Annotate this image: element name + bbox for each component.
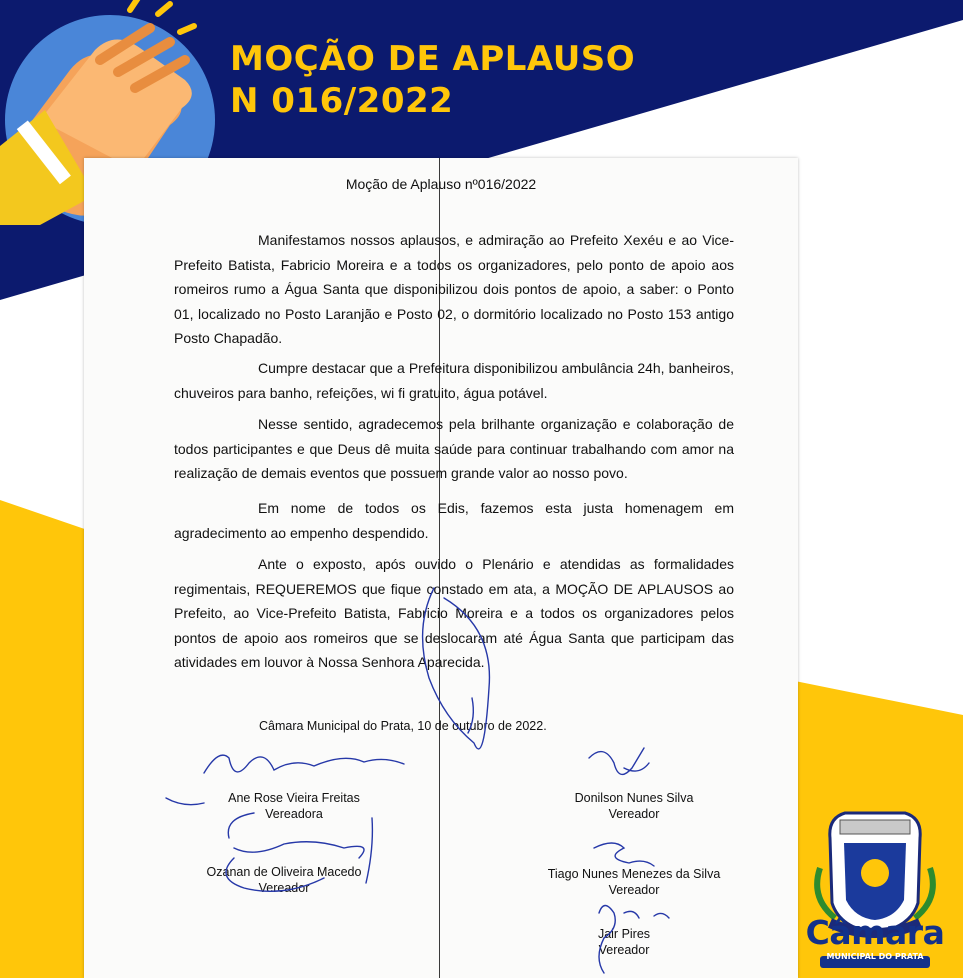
- page-title-line1: MOÇÃO DE APLAUSO: [230, 39, 636, 79]
- signatory-5: [574, 926, 674, 958]
- signatory-2: [534, 790, 734, 822]
- signatory-2-name: Donilson Nunes Silva: [574, 791, 694, 805]
- signatory-4: [524, 866, 744, 898]
- date-line: Câmara Municipal do Prata, 10 de outubro de 2022.: [259, 719, 547, 733]
- document-scan: [84, 158, 798, 978]
- paragraph-2: Cumpre destacar que a Prefeitura disponibilizou ambulância 24h, banheiros, chuveiros para banho, refeições, wi fi gratuito, água potável.: [174, 360, 734, 401]
- signatory-5-name: Jair Pires: [597, 927, 651, 941]
- signatory-2-role: Vereador: [608, 807, 660, 821]
- paragraph-4: Em nome de todos os Edis, fazemos esta justa homenagem em agradecimento ao empenho despendido.: [174, 500, 734, 541]
- paragraph-1: Manifestamos nossos aplausos, e admiração ao Prefeito Xexéu e ao Vice-Prefeito Batista, Fabricio Moreira e a todos os organizadores, pelo ponto de apoio aos romeiros rumo a Água Santa que disponibilizou dois pontos de apoio, a saber: o Ponto 01, localizado no Posto Laranjão e Posto 02, o dormitório localizado no Posto 153 antigo Posto Chapadão.: [174, 232, 734, 346]
- signatory-3: [184, 864, 384, 896]
- signatory-1-role: Vereadora: [265, 807, 323, 821]
- signatory-4-role: Vereador: [608, 883, 660, 897]
- page-title-line2: N 016/2022: [230, 81, 454, 121]
- paragraph-5: Ante o exposto, após ouvido o Plenário e atendidas as formalidades regimentais, REQUEREMOS que fique constado em ata, a MOÇÃO DE APLAUSOS ao Prefeito, ao Vice-Prefeito Batista, Fabricio Moreira e a todos os organizadores pelos pontos de apoio aos romeiros que se deslocaram até Água Santa que participam das atividades em louvor à Nossa Senhora Aparecida.: [174, 556, 734, 670]
- signatory-3-name: Ozanan de Oliveira Macedo: [206, 865, 362, 879]
- document-title: Moção de Aplauso nº016/2022: [345, 176, 537, 192]
- signatory-1-name: Ane Rose Vieira Freitas: [228, 791, 360, 805]
- signatory-3-role: Vereador: [258, 881, 310, 895]
- paragraph-3: Nesse sentido, agradecemos pela brilhante organização e colaboração de todos participantes e que Deus dê muita saúde para continuar trabalhando com amor na realização de demais eventos que possuem grande valor ao nosso povo.: [174, 416, 734, 481]
- camara-logo-text: Câmara: [805, 913, 945, 952]
- signatory-1: [194, 790, 394, 822]
- signatory-5-role: Vereador: [598, 943, 650, 957]
- camara-logo-subtitle: MUNICIPAL DO PRATA: [826, 952, 924, 961]
- signatory-4-name: Tiago Nunes Menezes da Silva: [547, 867, 721, 881]
